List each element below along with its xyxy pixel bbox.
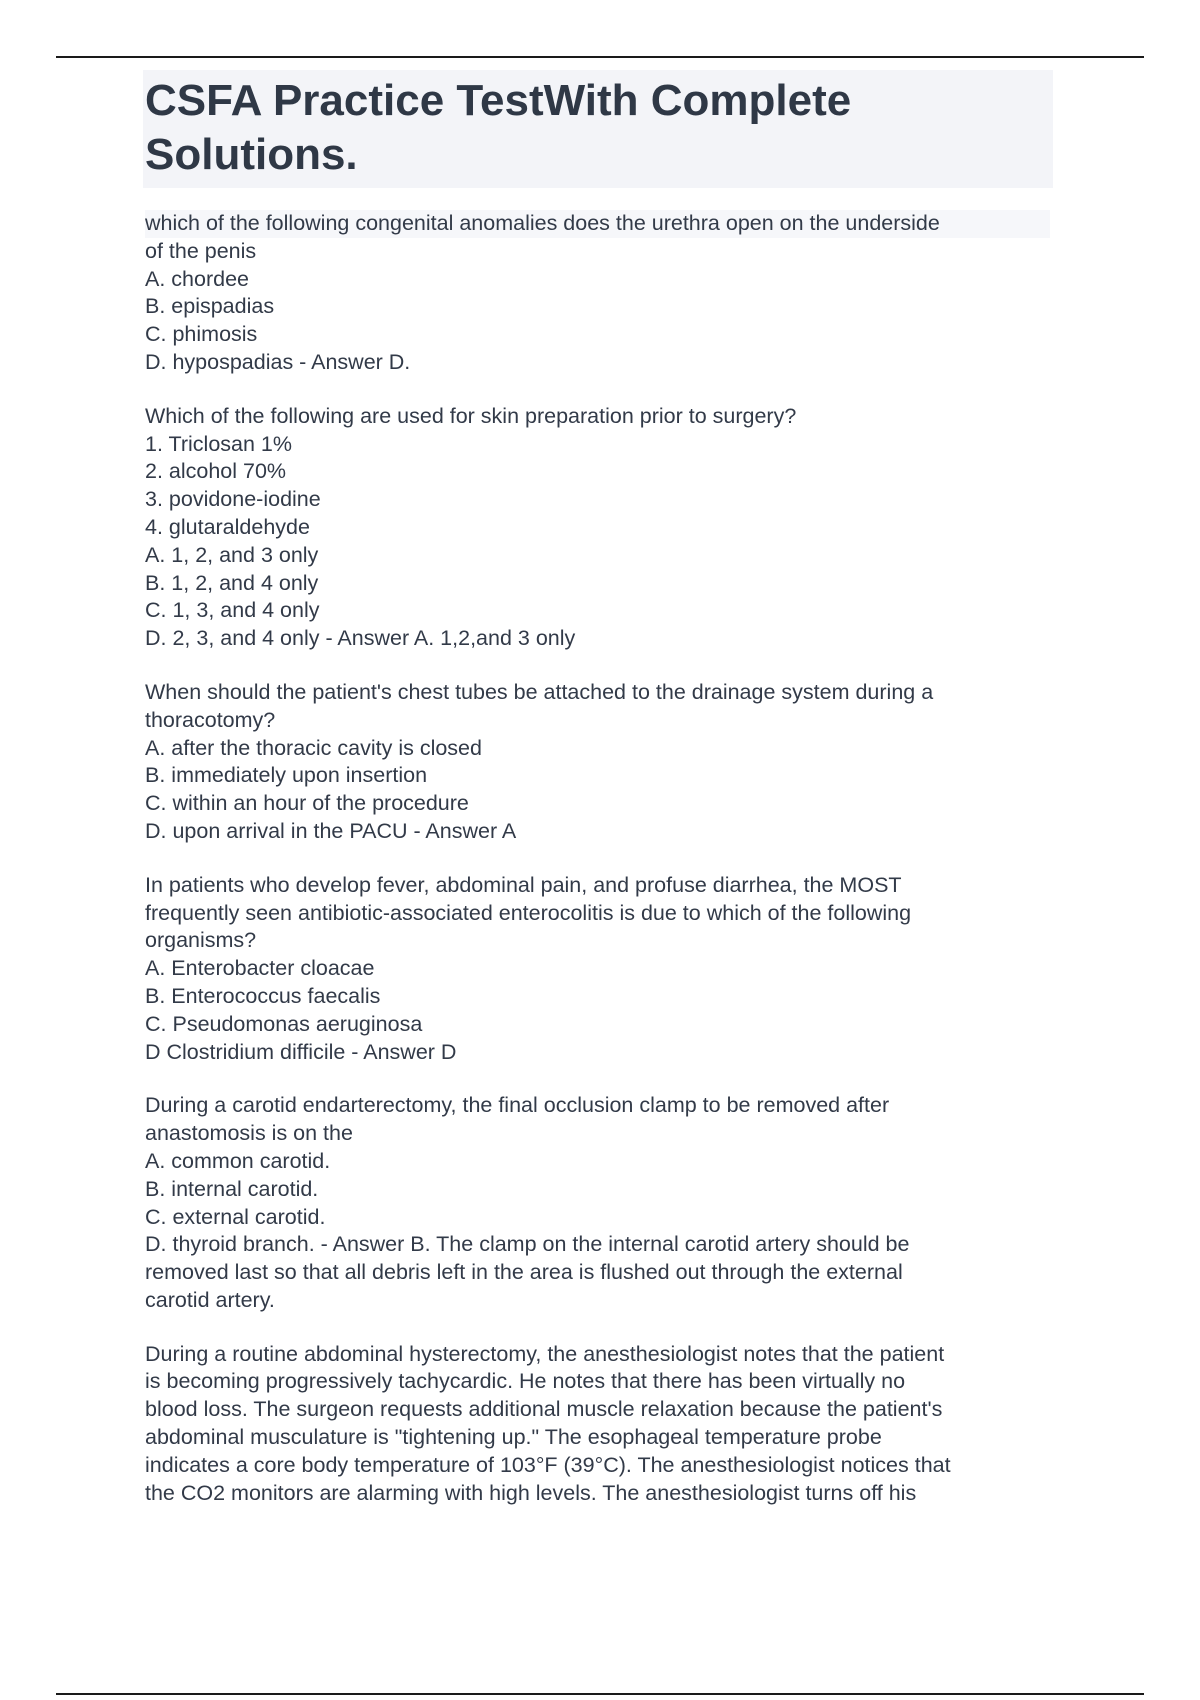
question-block-2 xyxy=(145,403,1050,653)
question-text-line: thoracotomy? xyxy=(145,707,276,732)
question-text-line: blood loss. The surgeon requests additional muscle relaxation because the patient's xyxy=(145,1397,943,1422)
list-item: 1. Triclosan 1% xyxy=(145,431,292,456)
title-block xyxy=(143,70,1053,188)
answer-option: B. immediately upon insertion xyxy=(145,763,428,788)
answer-option: A. Enterobacter cloacae xyxy=(145,956,375,981)
answer-option-with-answer: D. 2, 3, and 4 only - Answer A. 1,2,and 3 only xyxy=(145,626,576,651)
question-text-line: During a routine abdominal hysterectomy, the anesthesiologist notes that the patient xyxy=(145,1341,945,1366)
list-item: 3. povidone-iodine xyxy=(145,487,321,512)
answer-option: A. chordee xyxy=(145,266,249,291)
question-text-line: abdominal musculature is "tightening up." The esophageal temperature probe xyxy=(145,1425,882,1450)
list-item: 4. glutaraldehyde xyxy=(145,514,310,539)
answer-explanation-line: carotid artery. xyxy=(145,1287,275,1312)
question-text-line: of the penis xyxy=(145,238,257,263)
list-item: 2. alcohol 70% xyxy=(145,459,287,484)
answer-option: B. internal carotid. xyxy=(145,1176,319,1201)
answer-option: A. after the thoracic cavity is closed xyxy=(145,735,482,760)
question-text-line: In patients who develop fever, abdominal pain, and profuse diarrhea, the MOST xyxy=(145,872,902,897)
question-text-line: frequently seen antibiotic-associated enterocolitis is due to which of the following xyxy=(145,900,912,925)
top-rule xyxy=(56,56,1144,58)
question-text-line: indicates a core body temperature of 103°F (39°C). The anesthesiologist notices that xyxy=(145,1452,951,1477)
answer-option: C. phimosis xyxy=(145,322,258,347)
answer-option: B. epispadias xyxy=(145,294,275,319)
question-block-3 xyxy=(145,679,1050,846)
question-block-6 xyxy=(145,1341,1050,1508)
answer-option: A. 1, 2, and 3 only xyxy=(145,542,319,567)
question-block-1 xyxy=(145,210,1050,377)
question-block-4 xyxy=(145,872,1050,1067)
answer-option-with-answer: D. hypospadias - Answer D. xyxy=(145,349,411,374)
question-text-line: When should the patient's chest tubes be attached to the drainage system during a xyxy=(145,679,934,704)
question-text-line: the CO2 monitors are alarming with high levels. The anesthesiologist turns off his xyxy=(145,1480,917,1505)
question-text-line: Which of the following are used for skin preparation prior to surgery? xyxy=(145,403,797,428)
answer-option-with-answer: D. upon arrival in the PACU - Answer A xyxy=(145,818,517,843)
answer-option-with-answer: D Clostridium difficile - Answer D xyxy=(145,1039,457,1064)
answer-option: C. within an hour of the procedure xyxy=(145,791,469,816)
question-block-5 xyxy=(145,1092,1050,1314)
answer-option: C. Pseudomonas aeruginosa xyxy=(145,1011,423,1036)
answer-option: C. external carotid. xyxy=(145,1204,326,1229)
question-text-line: organisms? xyxy=(145,928,257,953)
answer-option: C. 1, 3, and 4 only xyxy=(145,598,320,623)
page-title: CSFA Practice TestWith Complete Solutions. xyxy=(145,76,852,179)
answer-explanation-line: removed last so that all debris left in the area is flushed out through the external xyxy=(145,1260,903,1285)
questions-content xyxy=(145,210,1050,1533)
bottom-rule xyxy=(56,1693,1144,1695)
question-text-line: anastomosis is on the xyxy=(145,1121,353,1146)
answer-option-with-answer: D. thyroid branch. - Answer B. The clamp on the internal carotid artery should be xyxy=(145,1232,910,1257)
question-text-line: which of the following congenital anomalies does the urethra open on the underside xyxy=(145,210,1050,238)
question-text-line: During a carotid endarterectomy, the final occlusion clamp to be removed after xyxy=(145,1093,890,1118)
question-text-line: is becoming progressively tachycardic. He notes that there has been virtually no xyxy=(145,1369,906,1394)
answer-option: B. 1, 2, and 4 only xyxy=(145,570,319,595)
answer-option: B. Enterococcus faecalis xyxy=(145,983,381,1008)
answer-option: A. common carotid. xyxy=(145,1148,331,1173)
